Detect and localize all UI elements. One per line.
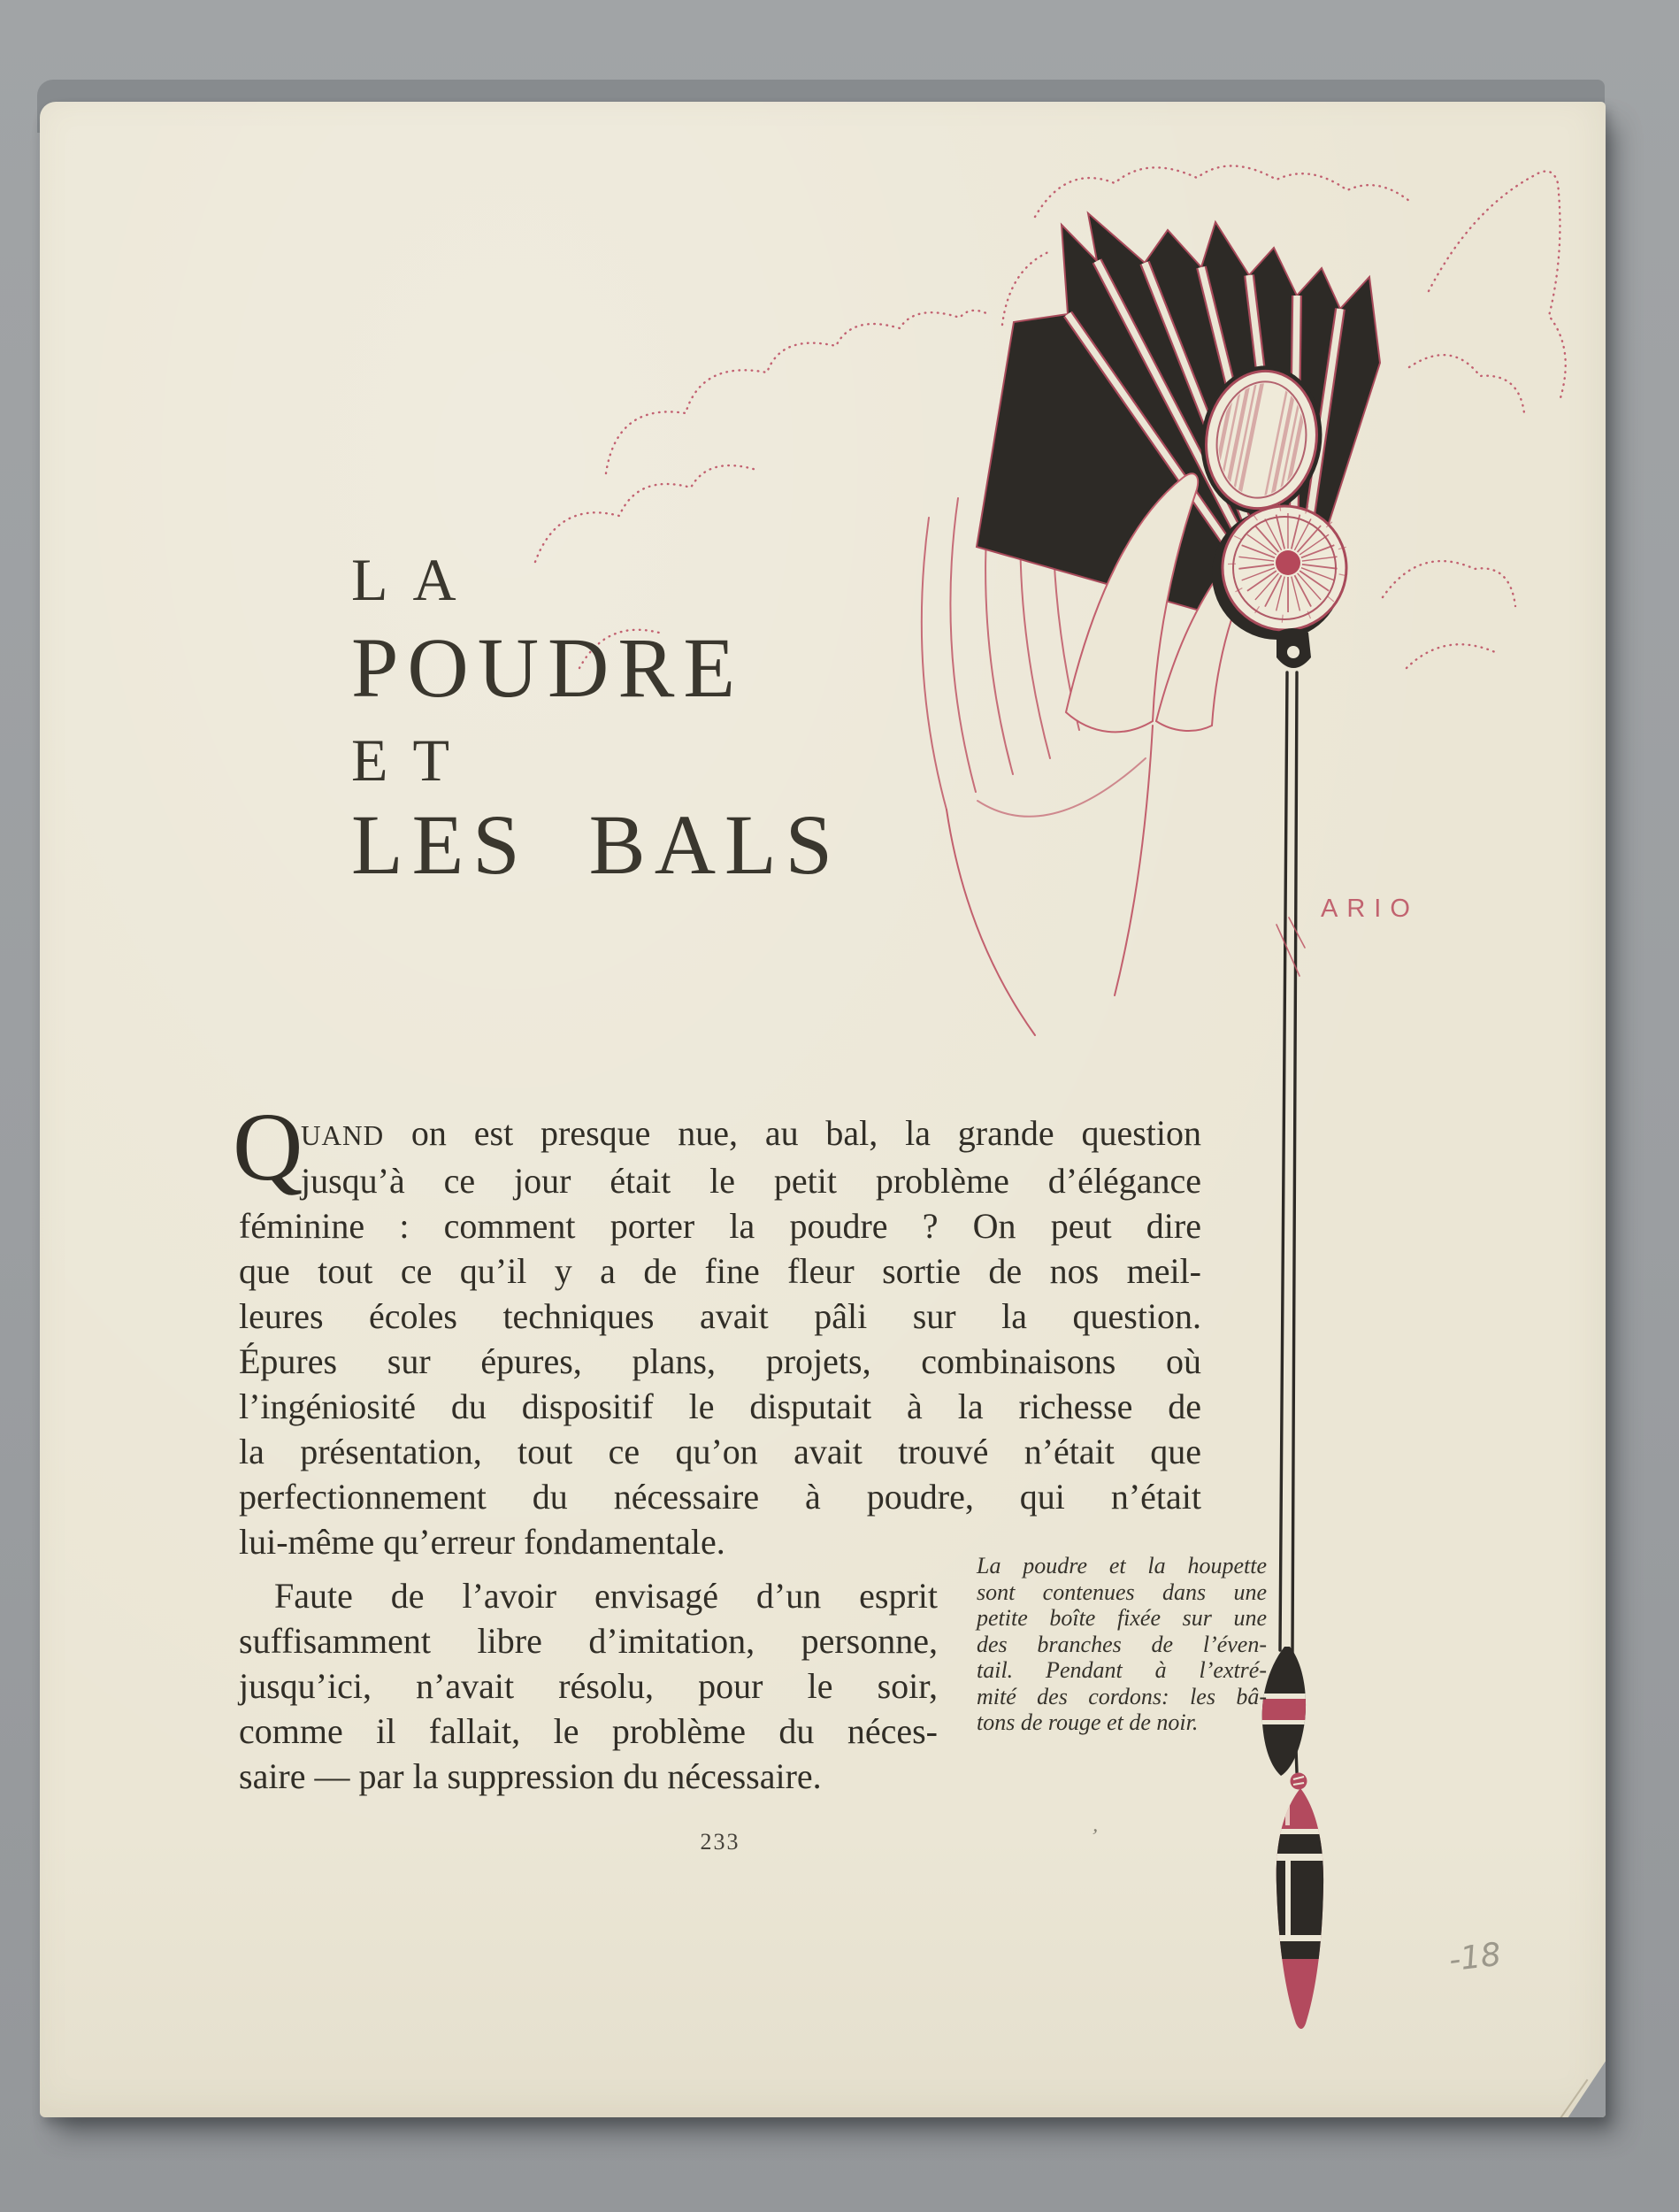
cord-bead-icon: [1291, 1773, 1307, 1790]
title-line: POUDRE: [351, 620, 745, 715]
caption-lines: La poudre et la houpette sont contenues dans une petite boîte fixée sur une des branches de l’éven- tail. Pendant à l’extré- mité des cordons: les bâ-: [977, 1553, 1267, 1709]
article-title: [351, 546, 842, 892]
title-line: LA: [351, 546, 481, 613]
paragraph-1-lastline: lui-même qu’erreur fondamentale.: [239, 1522, 725, 1562]
red-stick-icon: [1271, 1788, 1326, 2029]
paragraph-2-main: Faute de l’avoir envisagé d’un esprit suffisamment libre d’imitation, personne, jusqu’ici, n’avait résolu, pour le soir, comme il fallait, le problème du néces-: [239, 1576, 938, 1751]
paragraph-1-opening: [239, 1110, 1201, 1203]
paragraph-lines: on est presque nue, au bal, la grande question jusqu’à ce jour était le petit problème d’élégance: [301, 1113, 1201, 1201]
paragraph-2-lastline: saire — par la suppression du nécessaire.: [239, 1756, 822, 1796]
paragraph-1-main: féminine : comment porter la poudre ? On peut dire que tout ce qu’il y a de fine fleur sortie de nos meil- leures écoles techniques avait pâli sur la question. Épures sur épures, plans, projets, combinaisons où l’ingéniosité du dispositif le disputait à la richesse de la présentation, tout ce qu’on avait trouvé n’était que perfectionnement du nécessaire à poudre, qui n’était: [239, 1206, 1201, 1517]
title-line: LES BALS: [351, 797, 842, 892]
magazine-page: [40, 102, 1606, 2117]
illustration-caption: [977, 1553, 1267, 1736]
print-artifact-mark: ’: [1089, 1824, 1100, 1849]
caption-lastline: tons de rouge et de noir.: [977, 1709, 1199, 1735]
page-number: 233: [700, 1829, 740, 1855]
cord-icon: [1280, 672, 1297, 1772]
signature-flourish: [1276, 918, 1305, 976]
title-line: ET: [351, 726, 475, 794]
paragraph-2: [239, 1573, 938, 1799]
dropcap-letter: Q: [233, 1093, 303, 1201]
pencil-annotation: -18: [1446, 1936, 1504, 1979]
fan-rivet-icon: [1276, 628, 1311, 668]
artist-signature: ARIO: [1321, 895, 1419, 923]
first-word-smallcaps: UAND: [301, 1120, 385, 1151]
